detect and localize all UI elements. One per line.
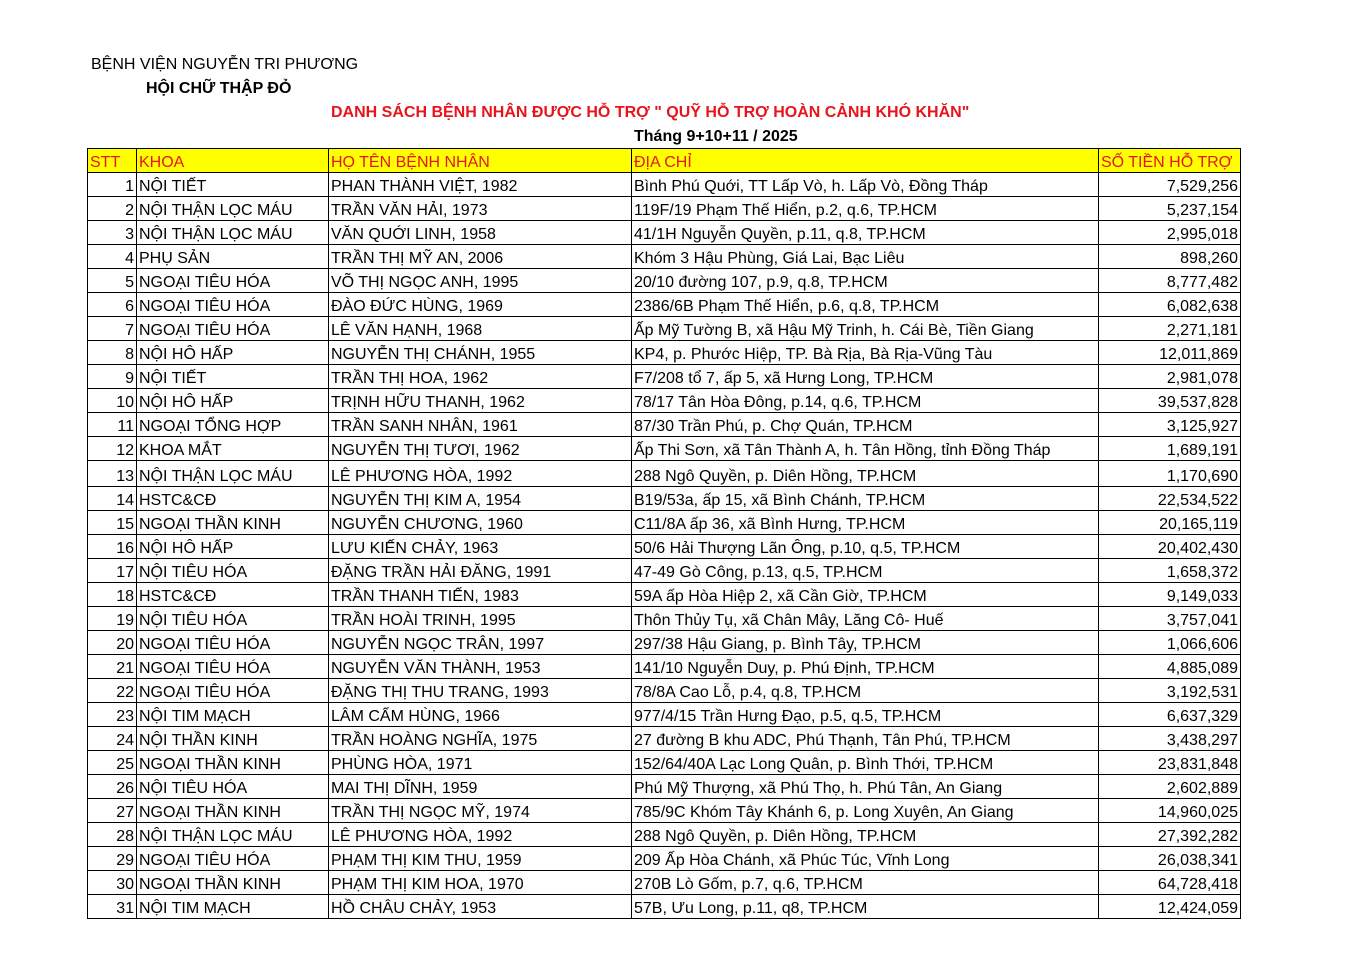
cell-khoa: NỘI TIM MẠCH [137, 895, 329, 919]
table-row [88, 775, 1241, 799]
column-header-address: ĐỊA CHỈ [632, 149, 1099, 173]
cell-address: 87/30 Trần Phú, p. Chợ Quán, TP.HCM [632, 413, 1099, 437]
table-row [88, 293, 1241, 317]
cell-khoa: NỘI TIÊU HÓA [137, 607, 329, 631]
cell-address: 27 đường B khu ADC, Phú Thạnh, Tân Phú, TP.HCM [632, 727, 1099, 751]
cell-stt: 7 [88, 317, 137, 341]
cell-name: PHẠM THỊ KIM HOA, 1970 [329, 871, 632, 895]
cell-stt: 18 [88, 583, 137, 607]
cell-khoa: NGOẠI TIÊU HÓA [137, 269, 329, 293]
cell-name: NGUYỄN THỊ KIM A, 1954 [329, 487, 632, 511]
cell-amount: 12,424,059 [1099, 895, 1241, 919]
cell-stt: 6 [88, 293, 137, 317]
cell-amount: 23,831,848 [1099, 751, 1241, 775]
cell-name: TRẦN THANH TIẾN, 1983 [329, 583, 632, 607]
table-body [88, 173, 1241, 919]
table-row [88, 511, 1241, 535]
table-row [88, 365, 1241, 389]
cell-khoa: NỘI TIM MẠCH [137, 703, 329, 727]
cell-amount: 3,757,041 [1099, 607, 1241, 631]
cell-name: NGUYỄN NGỌC TRÂN, 1997 [329, 631, 632, 655]
table-row [88, 847, 1241, 871]
cell-name: NGUYỄN THỊ CHÁNH, 1955 [329, 341, 632, 365]
cell-stt: 26 [88, 775, 137, 799]
cell-khoa: NGOẠI TIÊU HÓA [137, 631, 329, 655]
cell-address: 50/6 Hải Thượng Lãn Ông, p.10, q.5, TP.HCM [632, 535, 1099, 559]
cell-stt: 29 [88, 847, 137, 871]
cell-stt: 11 [88, 413, 137, 437]
cell-address: 297/38 Hậu Giang, p. Bình Tây, TP.HCM [632, 631, 1099, 655]
cell-name: LƯU KIẾN CHẢY, 1963 [329, 535, 632, 559]
cell-address: 785/9C Khóm Tây Khánh 6, p. Long Xuyên, An Giang [632, 799, 1099, 823]
cell-stt: 20 [88, 631, 137, 655]
cell-amount: 898,260 [1099, 245, 1241, 269]
cell-khoa: NGOẠI THẦN KINH [137, 799, 329, 823]
cell-stt: 27 [88, 799, 137, 823]
table-row [88, 895, 1241, 919]
table-row [88, 751, 1241, 775]
cell-name: TRẦN THỊ HOA, 1962 [329, 365, 632, 389]
cell-stt: 13 [88, 461, 137, 487]
cell-address: 57B, Ưu Long, p.11, q8, TP.HCM [632, 895, 1099, 919]
organization-name: HỘI CHỮ THẬP ĐỎ [146, 80, 292, 97]
cell-khoa: NGOẠI THẦN KINH [137, 511, 329, 535]
cell-khoa: NGOẠI TIÊU HÓA [137, 293, 329, 317]
cell-stt: 12 [88, 437, 137, 461]
cell-stt: 5 [88, 269, 137, 293]
table-row [88, 655, 1241, 679]
cell-stt: 14 [88, 487, 137, 511]
cell-name: VÕ THỊ NGỌC ANH, 1995 [329, 269, 632, 293]
cell-address: 20/10 đường 107, p.9, q.8, TP.HCM [632, 269, 1099, 293]
cell-name: ĐẶNG TRẦN HẢI ĐĂNG, 1991 [329, 559, 632, 583]
cell-stt: 31 [88, 895, 137, 919]
cell-amount: 2,271,181 [1099, 317, 1241, 341]
cell-khoa: NỘI THẦN KINH [137, 727, 329, 751]
cell-khoa: NGOẠI TIÊU HÓA [137, 847, 329, 871]
hospital-name: BỆNH VIỆN NGUYỄN TRI PHƯƠNG [91, 56, 359, 73]
cell-amount: 1,689,191 [1099, 437, 1241, 461]
cell-name: TRẦN THỊ NGỌC MỸ, 1974 [329, 799, 632, 823]
table-row [88, 221, 1241, 245]
cell-khoa: NỘI TIẾT [137, 365, 329, 389]
cell-khoa: NỘI THẬN LỌC MÁU [137, 221, 329, 245]
cell-khoa: NỘI THẬN LỌC MÁU [137, 461, 329, 487]
cell-amount: 22,534,522 [1099, 487, 1241, 511]
cell-address: KP4, p. Phước Hiệp, TP. Bà Rịa, Bà Rịa-Vũng Tàu [632, 341, 1099, 365]
cell-name: NGUYỄN THỊ TƯƠI, 1962 [329, 437, 632, 461]
document-period: Tháng 9+10+11 / 2025 [634, 128, 798, 145]
table-row [88, 703, 1241, 727]
table-row [88, 607, 1241, 631]
cell-name: TRẦN HOÀNG NGHĨA, 1975 [329, 727, 632, 751]
cell-amount: 1,170,690 [1099, 461, 1241, 487]
cell-address: Ấp Thi Sơn, xã Tân Thành A, h. Tân Hồng, tỉnh Đồng Tháp [632, 437, 1099, 461]
cell-address: 977/4/15 Trần Hưng Đạo, p.5, q.5, TP.HCM [632, 703, 1099, 727]
cell-stt: 10 [88, 389, 137, 413]
cell-stt: 28 [88, 823, 137, 847]
cell-amount: 14,960,025 [1099, 799, 1241, 823]
cell-name: PHAN THÀNH VIỆT, 1982 [329, 173, 632, 197]
table-row [88, 583, 1241, 607]
cell-name: TRẦN THỊ MỸ AN, 2006 [329, 245, 632, 269]
cell-stt: 16 [88, 535, 137, 559]
table-row [88, 461, 1241, 487]
cell-address: 59A ấp Hòa Hiệp 2, xã Cần Giờ, TP.HCM [632, 583, 1099, 607]
cell-address: 141/10 Nguyễn Duy, p. Phú Định, TP.HCM [632, 655, 1099, 679]
cell-stt: 22 [88, 679, 137, 703]
cell-address: 152/64/40A Lạc Long Quân, p. Bình Thới, TP.HCM [632, 751, 1099, 775]
column-header-name: HỌ TÊN BỆNH NHÂN [329, 149, 632, 173]
cell-khoa: NGOẠI THẦN KINH [137, 871, 329, 895]
cell-name: LÊ PHƯƠNG HÒA, 1992 [329, 461, 632, 487]
cell-amount: 64,728,418 [1099, 871, 1241, 895]
cell-stt: 23 [88, 703, 137, 727]
cell-address: Phú Mỹ Thượng, xã Phú Thọ, h. Phú Tân, An Giang [632, 775, 1099, 799]
cell-address: 288 Ngô Quyền, p. Diên Hồng, TP.HCM [632, 823, 1099, 847]
column-header-stt: STT [88, 149, 137, 173]
table-row [88, 559, 1241, 583]
cell-address: Bình Phú Quới, TT Lấp Vò, h. Lấp Vò, Đồng Tháp [632, 173, 1099, 197]
document-title: DANH SÁCH BỆNH NHÂN ĐƯỢC HỖ TRỢ " QUỸ HỖ TRỢ HOÀN CẢNH KHÓ KHĂN" [331, 104, 970, 121]
cell-address: 41/1H Nguyễn Quyền, p.11, q.8, TP.HCM [632, 221, 1099, 245]
cell-address: 288 Ngô Quyền, p. Diên Hồng, TP.HCM [632, 461, 1099, 487]
table-row [88, 871, 1241, 895]
column-header-khoa: KHOA [137, 149, 329, 173]
cell-amount: 4,885,089 [1099, 655, 1241, 679]
cell-name: ĐÀO ĐỨC HÙNG, 1969 [329, 293, 632, 317]
cell-name: LÊ PHƯƠNG HÒA, 1992 [329, 823, 632, 847]
cell-name: LÂM CẨM HÙNG, 1966 [329, 703, 632, 727]
cell-address: Thôn Thủy Tụ, xã Chân Mây, Lăng Cô- Huế [632, 607, 1099, 631]
cell-stt: 19 [88, 607, 137, 631]
cell-name: TRỊNH HỮU THANH, 1962 [329, 389, 632, 413]
cell-khoa: KHOA MẮT [137, 437, 329, 461]
cell-stt: 17 [88, 559, 137, 583]
cell-name: PHẠM THỊ KIM THU, 1959 [329, 847, 632, 871]
table-row [88, 245, 1241, 269]
cell-stt: 1 [88, 173, 137, 197]
cell-stt: 2 [88, 197, 137, 221]
table-row [88, 317, 1241, 341]
cell-khoa: HSTC&CĐ [137, 583, 329, 607]
table-header-row [88, 149, 1241, 173]
cell-name: ĐẶNG THỊ THU TRANG, 1993 [329, 679, 632, 703]
table-row [88, 269, 1241, 293]
cell-address: 47-49 Gò Công, p.13, q.5, TP.HCM [632, 559, 1099, 583]
table-row [88, 631, 1241, 655]
cell-address: 209 Ấp Hòa Chánh, xã Phúc Túc, Vĩnh Long [632, 847, 1099, 871]
cell-amount: 27,392,282 [1099, 823, 1241, 847]
cell-address: 119F/19 Phạm Thế Hiển, p.2, q.6, TP.HCM [632, 197, 1099, 221]
cell-name: HỒ CHÂU CHẢY, 1953 [329, 895, 632, 919]
patient-table [87, 148, 1241, 919]
table-row [88, 799, 1241, 823]
cell-address: F7/208 tổ 7, ấp 5, xã Hưng Long, TP.HCM [632, 365, 1099, 389]
cell-khoa: NỘI HÔ HẤP [137, 535, 329, 559]
cell-stt: 25 [88, 751, 137, 775]
cell-amount: 2,981,078 [1099, 365, 1241, 389]
cell-khoa: NỘI THẬN LỌC MÁU [137, 197, 329, 221]
cell-stt: 8 [88, 341, 137, 365]
cell-amount: 8,777,482 [1099, 269, 1241, 293]
cell-address: 78/8A Cao Lỗ, p.4, q.8, TP.HCM [632, 679, 1099, 703]
cell-khoa: NỘI HÔ HẤP [137, 389, 329, 413]
cell-amount: 1,658,372 [1099, 559, 1241, 583]
table-row [88, 389, 1241, 413]
cell-name: NGUYỄN VĂN THÀNH, 1953 [329, 655, 632, 679]
cell-amount: 2,995,018 [1099, 221, 1241, 245]
table-row [88, 679, 1241, 703]
cell-amount: 26,038,341 [1099, 847, 1241, 871]
cell-name: TRẦN VĂN HẢI, 1973 [329, 197, 632, 221]
cell-khoa: NGOẠI TIÊU HÓA [137, 655, 329, 679]
table-row [88, 823, 1241, 847]
cell-khoa: NỘI TIẾT [137, 173, 329, 197]
table-row [88, 535, 1241, 559]
cell-amount: 2,602,889 [1099, 775, 1241, 799]
cell-name: NGUYỄN CHƯƠNG, 1960 [329, 511, 632, 535]
cell-amount: 3,125,927 [1099, 413, 1241, 437]
cell-khoa: PHỤ SẢN [137, 245, 329, 269]
cell-khoa: NGOẠI TIÊU HÓA [137, 679, 329, 703]
cell-khoa: HSTC&CĐ [137, 487, 329, 511]
cell-amount: 1,066,606 [1099, 631, 1241, 655]
cell-khoa: NỘI TIÊU HÓA [137, 775, 329, 799]
cell-amount: 3,192,531 [1099, 679, 1241, 703]
cell-amount: 6,637,329 [1099, 703, 1241, 727]
cell-name: VĂN QUỚI LINH, 1958 [329, 221, 632, 245]
cell-address: B19/53a, ấp 15, xã Bình Chánh, TP.HCM [632, 487, 1099, 511]
cell-stt: 24 [88, 727, 137, 751]
table-row [88, 197, 1241, 221]
table-row [88, 341, 1241, 365]
cell-stt: 21 [88, 655, 137, 679]
cell-khoa: NGOẠI TỔNG HỢP [137, 413, 329, 437]
cell-name: TRẦN SANH NHÂN, 1961 [329, 413, 632, 437]
cell-address: 78/17 Tân Hòa Đông, p.14, q.6, TP.HCM [632, 389, 1099, 413]
cell-address: Khóm 3 Hậu Phùng, Giá Lai, Bạc Liêu [632, 245, 1099, 269]
table-row [88, 173, 1241, 197]
cell-amount: 39,537,828 [1099, 389, 1241, 413]
cell-stt: 30 [88, 871, 137, 895]
column-header-amount: SỐ TIỀN HỖ TRỢ [1099, 149, 1241, 173]
cell-amount: 3,438,297 [1099, 727, 1241, 751]
cell-name: TRẦN HOÀI TRINH, 1995 [329, 607, 632, 631]
cell-address: C11/8A ấp 36, xã Bình Hưng, TP.HCM [632, 511, 1099, 535]
table-row [88, 413, 1241, 437]
cell-amount: 9,149,033 [1099, 583, 1241, 607]
cell-amount: 5,237,154 [1099, 197, 1241, 221]
table-row [88, 487, 1241, 511]
table-row [88, 727, 1241, 751]
cell-address: 2386/6B Phạm Thế Hiển, p.6, q.8, TP.HCM [632, 293, 1099, 317]
cell-name: MAI THỊ DĨNH, 1959 [329, 775, 632, 799]
cell-amount: 20,402,430 [1099, 535, 1241, 559]
cell-amount: 20,165,119 [1099, 511, 1241, 535]
cell-amount: 7,529,256 [1099, 173, 1241, 197]
cell-name: PHÙNG HÒA, 1971 [329, 751, 632, 775]
cell-stt: 4 [88, 245, 137, 269]
cell-amount: 6,082,638 [1099, 293, 1241, 317]
cell-stt: 9 [88, 365, 137, 389]
cell-amount: 12,011,869 [1099, 341, 1241, 365]
cell-khoa: NỘI THẬN LỌC MÁU [137, 823, 329, 847]
cell-khoa: NGOẠI TIÊU HÓA [137, 317, 329, 341]
table-row [88, 437, 1241, 461]
cell-khoa: NỘI TIÊU HÓA [137, 559, 329, 583]
cell-khoa: NGOẠI THẦN KINH [137, 751, 329, 775]
cell-address: Ấp Mỹ Tường B, xã Hậu Mỹ Trinh, h. Cái Bè, Tiền Giang [632, 317, 1099, 341]
cell-address: 270B Lò Gốm, p.7, q.6, TP.HCM [632, 871, 1099, 895]
cell-stt: 15 [88, 511, 137, 535]
cell-name: LÊ VĂN HẠNH, 1968 [329, 317, 632, 341]
cell-khoa: NỘI HÔ HẤP [137, 341, 329, 365]
cell-stt: 3 [88, 221, 137, 245]
